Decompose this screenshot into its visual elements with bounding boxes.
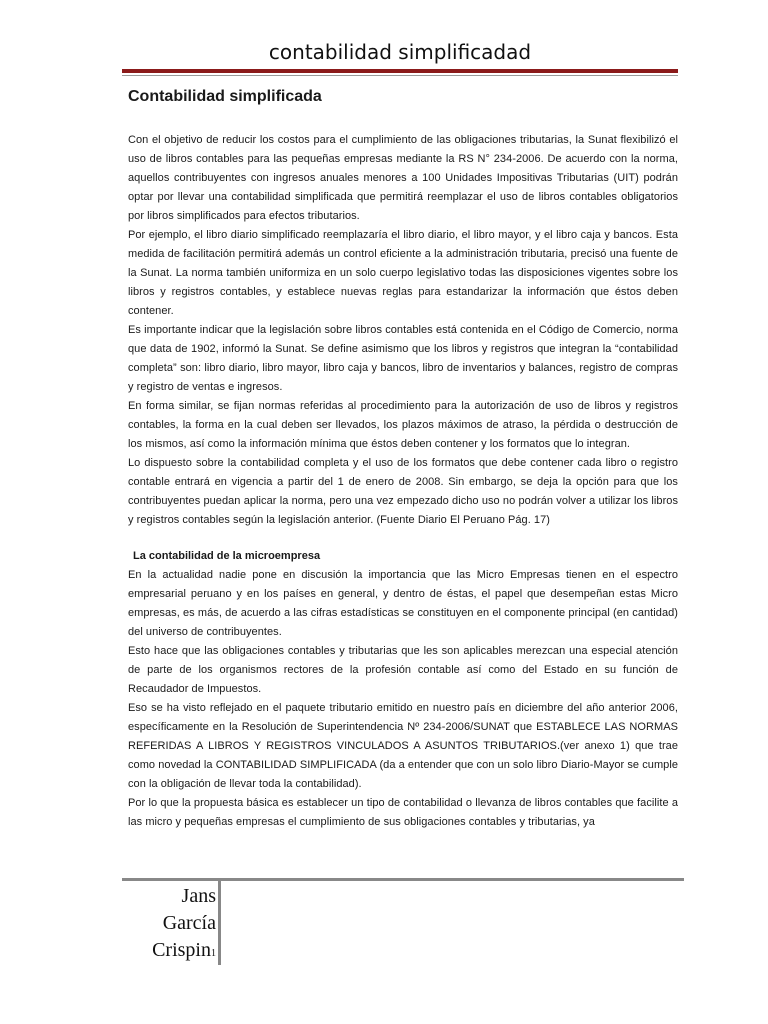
- document-body: [128, 88, 678, 832]
- document-title: Contabilidad simplificada: [128, 88, 322, 105]
- page-header-title: contabilidad simplificadad: [268, 40, 532, 64]
- footer-divider: [218, 881, 221, 965]
- paragraph: En la actualidad nadie pone en discusión la importancia que las Micro Empresas tienen en el espectro empresarial peruano y en los países en general, y dentro de éstas, el papel que desempeñan estas Micro empresas, es más, de acuerdo a las cifras estadísticas se constituyen en el componente principal (en cantidad) del universo de contribuyentes.: [128, 569, 678, 638]
- paragraph: Esto hace que las obligaciones contables y tributarias que les son aplicables merezcan una especial atención de parte de los organismos rectores de la profesión contable así como del Estado en su función de Recaudador de Impuestos.: [128, 645, 678, 695]
- author-line: García: [162, 912, 216, 934]
- author-line: Crispin: [152, 939, 211, 961]
- header-rule: [122, 69, 678, 73]
- paragraph: Con el objetivo de reducir los costos para el cumplimiento de las obligaciones tributarias, la Sunat flexibilizó el uso de libros contables para las pequeñas empresas mediante la RS N° 234-2006. De acuerdo con la norma, aquellos contribuyentes con ingresos anuales menores a 100 Unidades Impositivas Tributarias (UIT) podrán optar por llevar una contabilidad simplificada que permitirá reemplazar el uso de libros contables obligatorios por libros simplificados para efectos tributarios.: [128, 134, 678, 222]
- page-number: 1: [211, 948, 216, 959]
- footer-rule: [122, 878, 684, 881]
- author-line-last: [122, 937, 216, 967]
- paragraph: En forma similar, se fijan normas referidas al procedimiento para la autorización de uso de libros y registros contables, la forma en la cual deben ser llevados, los plazos máximos de atraso, la pérdida o destrucción de los mismos, así como la información mínima que éstos deben contener y los formatos que lo integran.: [128, 400, 678, 450]
- author-line: Jans: [181, 885, 216, 907]
- paragraph: Eso se ha visto reflejado en el paquete tributario emitido en nuestro país en diciembre del año anterior 2006, específicamente en la Resolución de Superintendencia Nº 234-2006/SUNAT que ESTABLECE LAS NORMAS REFERIDAS A LIBROS Y REGISTROS VINCULADOS A ASUNTOS TRIBUTARIOS.(ver anexo 1) que trae como novedad la CONTABILIDAD SIMPLIFICADA (da a entender que con un solo libro Diario-Mayor se cumple con la obligación de llevar toda la contabilidad).: [128, 702, 678, 790]
- paragraph: Lo dispuesto sobre la contabilidad completa y el uso de los formatos que debe contener cada libro o registro contable entrará en vigencia a partir del 1 de enero de 2008. Sin embargo, se deja la opción para que los contribuyentes puedan aplicar la norma, pero una vez empezado dicho uso no podrán volver a utilizar los libros y registros contables según la legislación anterior. (Fuente Diario El Peruano Pág. 17): [128, 457, 678, 526]
- paragraph: Por ejemplo, el libro diario simplificado reemplazaría el libro diario, el libro mayor, y el libro caja y bancos. Esta medida de facilitación permitirá además un control eficiente a la administración tributaria, precisó una fuente de la Sunat. La norma también uniformiza en un solo cuerpo legislativo todas las disposiciones vigentes sobre los libros y registros contables, y establece nuevas reglas para estandarizar la información que éstos deben contener.: [128, 229, 678, 317]
- footer-author: [122, 883, 216, 967]
- header-rule-thin: [122, 75, 678, 76]
- paragraph: Por lo que la propuesta básica es establecer un tipo de contabilidad o llevanza de libros contables que facilite a las micro y pequeñas empresas el cumplimiento de sus obligaciones contables y tributarias, ya: [128, 797, 678, 828]
- section-heading: La contabilidad de la microempresa: [133, 550, 321, 562]
- paragraph: Es importante indicar que la legislación sobre libros contables está contenida en el Código de Comercio, norma que data de 1902, informó la Sunat. Se define asimismo que los libros y registros que integran la “contabilidad completa” son: libro diario, libro mayor, libro caja y bancos, libro de inventarios y balances, registro de compras y registro de ventas e ingresos.: [128, 324, 678, 393]
